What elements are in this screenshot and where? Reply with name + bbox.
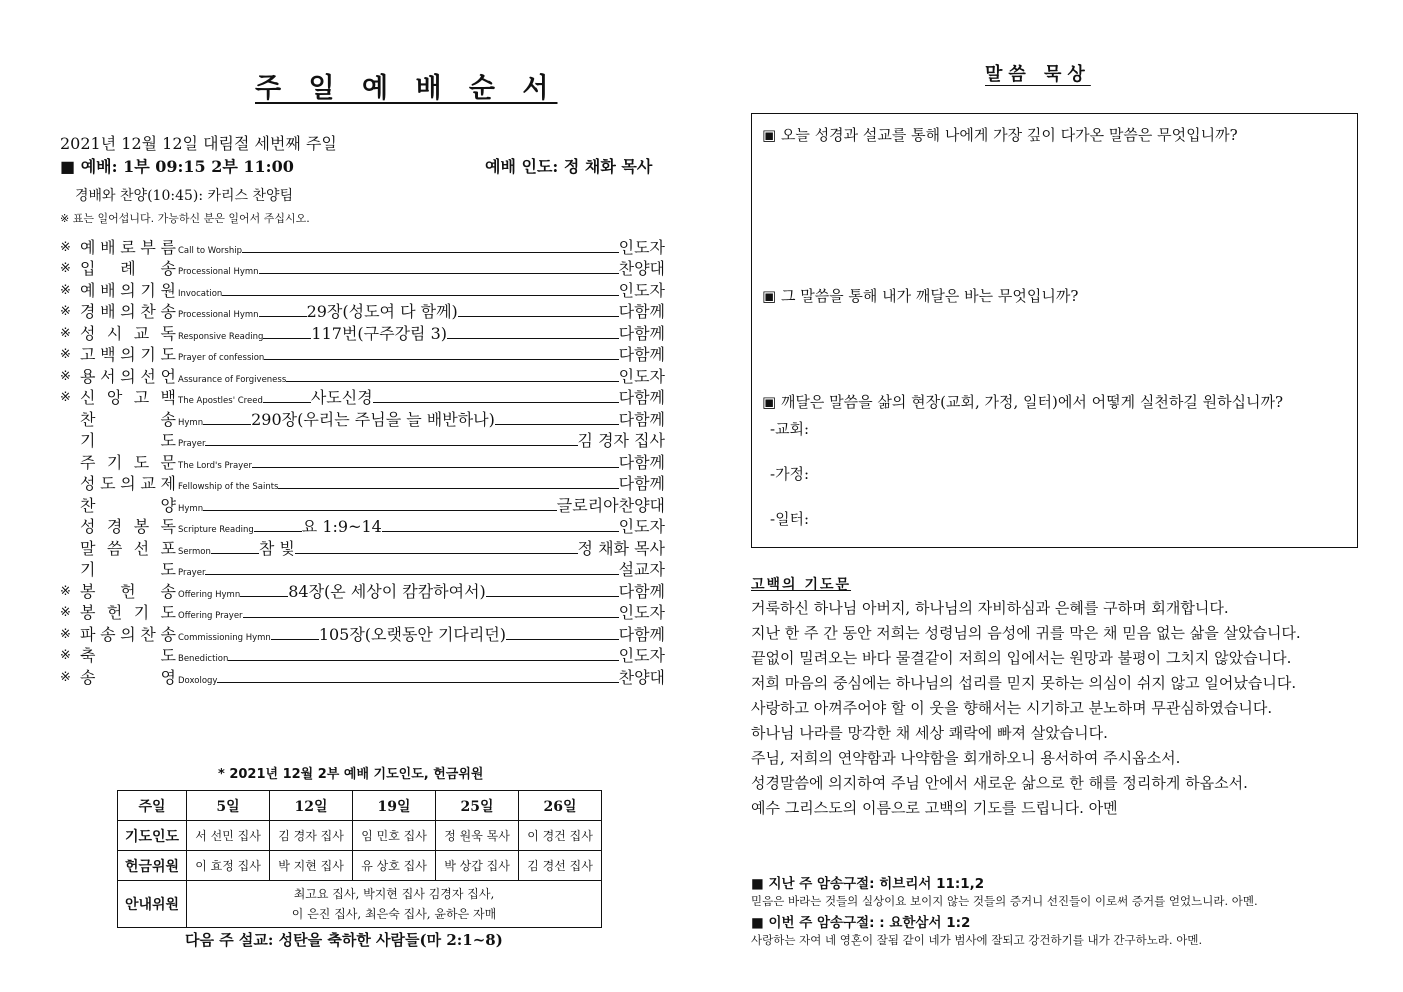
table-cell: 서 선민 집사 (187, 821, 270, 851)
order-item-name: 주 기 도 문 (80, 452, 176, 472)
order-item-person: 설교자 (618, 560, 665, 579)
date-line: 2021년 12월 12일 대림절 세번째 주일 (60, 134, 337, 153)
confession-line: 예수 그리스도의 이름으로 고백의 기도를 드립니다. 아멘 (751, 799, 1118, 817)
order-item (60, 451, 665, 473)
order-of-worship (60, 236, 665, 688)
prayer-offering-table (117, 790, 602, 928)
order-item-name: 성 도 의 교 제 (80, 474, 176, 493)
dotted-leader (211, 553, 259, 554)
order-item-english: Sermon (178, 546, 211, 557)
table-cell: 임 민호 집사 (353, 821, 436, 851)
table-header: 5일 (187, 791, 270, 821)
order-item (60, 322, 665, 344)
praise-line: 경배와 찬양(10:45): 카리스 찬양팀 (75, 188, 294, 204)
dotted-leader (278, 488, 618, 489)
order-item-english: Processional Hymn (178, 310, 259, 320)
order-item-person: 다함께 (618, 409, 665, 429)
dotted-leader (242, 252, 619, 253)
standing-mark: ※ (60, 368, 71, 384)
order-item-english: Prayer of confession (178, 353, 265, 363)
dotted-leader (495, 424, 619, 425)
next-sermon: 다음 주 설교: 성탄을 축하한 사람들(마 2:1~8) (185, 931, 503, 949)
order-item-name: 축 도 (80, 646, 176, 665)
order-item-person: 다함께 (618, 581, 665, 601)
confession-line: 거룩하신 하나님 아버지, 하나님의 자비하심과 은혜를 구하며 회개합니다. (751, 599, 1229, 617)
order-item (60, 258, 665, 280)
order-item-english: Prayer (178, 439, 206, 449)
order-item-detail: 29장(성도여 다 함께) (306, 302, 458, 321)
confession-line: 성경말씀에 의지하여 주님 안에서 새로운 삶으로 한 해를 정리하게 하옵소서. (751, 774, 1248, 792)
order-item-english: Benediction (178, 654, 229, 664)
standing-mark: ※ (60, 261, 71, 276)
order-item-person: 글로리아찬양대 (556, 495, 665, 515)
order-item-name: 파 송 의 찬 송 (80, 624, 176, 644)
order-item-name: 찬 송 (80, 409, 176, 429)
table-cell: 김 경선 집사 (519, 851, 602, 881)
order-item (60, 602, 665, 624)
order-item-english: Offering Hymn (178, 589, 241, 600)
worship-leader: 예배 인도: 정 채화 목사 (485, 157, 653, 176)
page-title: 주 일 예 배 순 서 (255, 73, 558, 104)
order-item-english: Fellowship of the Saints (178, 482, 279, 492)
order-item-english: Doxology (178, 675, 218, 686)
order-item-person: 다함께 (618, 323, 665, 343)
order-item-name: 봉 헌 송 (80, 581, 176, 601)
dotted-leader (252, 467, 619, 468)
table-header-row (118, 791, 602, 821)
confession-title: 고백의 기도문 (751, 577, 852, 593)
order-item-english: Call to Worship (178, 245, 242, 256)
standing-mark: ※ (60, 669, 71, 685)
order-item (60, 559, 665, 581)
order-item-name: 고 백 의 기 도 (80, 345, 176, 364)
order-item-english: Prayer (178, 568, 206, 578)
order-item-english: Hymn (178, 417, 204, 428)
order-item-detail: 84장(온 세상이 캄캄하여서) (288, 581, 486, 601)
table-corner: 주일 (118, 791, 187, 821)
table-row (118, 821, 602, 851)
order-item (60, 580, 665, 602)
order-item (60, 430, 665, 452)
dotted-leader (382, 531, 619, 532)
table-row (118, 881, 602, 928)
order-item (60, 365, 665, 387)
last-week-verse-text: 믿음은 바라는 것들의 실상이요 보이지 않는 것들의 증거니 선진들이 이로써 증거를 얻었느니라. 아멘. (751, 894, 1258, 908)
order-item-person: 인도자 (618, 280, 665, 300)
dotted-leader (254, 531, 302, 532)
answer-home-label: -가정: (770, 465, 810, 483)
confession-line: 지난 한 주 간 동안 저희는 성령님의 음성에 귀를 막은 채 믿음 없는 삶을 살았습니다. (751, 624, 1301, 642)
order-item (60, 473, 665, 495)
confession-prayer (751, 596, 1301, 821)
this-week-verse-text: 사랑하는 자여 네 영혼이 잘됨 같이 네가 범사에 잘되고 강건하기를 내가 간구하노라. 아멘. (751, 933, 1203, 947)
order-item (60, 666, 665, 688)
order-item-english: Commissioning Hymn (178, 632, 271, 643)
row-label-guides: 안내위원 (118, 881, 187, 928)
standing-mark: ※ (60, 605, 71, 620)
order-item-person: 인도자 (618, 603, 665, 622)
last-week-verse-heading: ■ 지난 주 암송구절: 히브리서 11:1,2 (751, 876, 985, 892)
standing-mark: ※ (60, 282, 71, 298)
order-item-name: 말 씀 선 포 (80, 538, 176, 558)
stand-note: ※ 표는 일어섭니다. 가능하신 분은 일어서 주십시오. (60, 212, 310, 225)
order-item-person: 다함께 (618, 624, 665, 644)
order-item-name: 봉 헌 기 도 (80, 603, 176, 622)
worship-times: ■ 예배: 1부 09:15 2부 11:00 (60, 157, 294, 176)
order-item-person: 다함께 (618, 474, 665, 493)
order-item-person: 인도자 (618, 517, 665, 536)
order-item-name: 기 도 (80, 560, 176, 579)
dotted-leader (263, 402, 311, 403)
standing-mark: ※ (60, 304, 71, 319)
order-item-detail: 117번(구주강림 3) (311, 323, 447, 343)
table-cell: 이 효정 집사 (187, 851, 270, 881)
order-item (60, 279, 665, 301)
order-item (60, 344, 665, 366)
order-item-person: 인도자 (618, 366, 665, 386)
order-item-english: Hymn (178, 503, 204, 514)
standing-mark: ※ (60, 648, 71, 663)
order-item-name: 경 배 의 찬 송 (80, 302, 176, 321)
order-item (60, 537, 665, 559)
order-item-english: The Apostles' Creed (178, 396, 263, 406)
dotted-leader (228, 660, 618, 661)
order-item (60, 408, 665, 430)
row-label-prayer: 기도인도 (118, 821, 187, 851)
order-item-name: 예 배 의 기 원 (80, 280, 176, 300)
order-item-name: 송 영 (80, 667, 176, 687)
guides-line: 이 은진 집사, 최은숙 집사, 윤하은 자매 (291, 907, 497, 921)
dotted-leader (217, 682, 618, 683)
dotted-leader (458, 316, 619, 317)
order-item-english: Responsive Reading (178, 331, 264, 342)
dotted-leader (271, 639, 319, 640)
order-item (60, 494, 665, 516)
order-item (60, 236, 665, 258)
order-item (60, 645, 665, 667)
dotted-leader (203, 424, 251, 425)
meditation-question-box (751, 113, 1358, 548)
order-item-person: 김 경자 집사 (577, 431, 665, 450)
confession-line: 주님, 저희의 연약함과 나약함을 회개하오니 용서하여 주시옵소서. (751, 749, 1181, 767)
dotted-leader (486, 596, 619, 597)
table-header: 12일 (270, 791, 353, 821)
dotted-leader (263, 338, 311, 339)
standing-mark: ※ (60, 325, 71, 341)
order-item-person: 다함께 (618, 452, 665, 472)
confession-line: 끝없이 밀려오는 바다 물결같이 저희의 입에서는 원망과 불평이 그치지 않았습니다. (751, 649, 1292, 667)
order-item-detail: 105장(오랫동안 기다리던) (318, 624, 507, 644)
meditation-title: 말씀 묵상 (985, 64, 1091, 85)
order-item-person: 인도자 (618, 646, 665, 665)
order-item-name: 신 앙 고 백 (80, 388, 176, 407)
order-item-english: The Lord's Prayer (178, 460, 252, 471)
order-item-name: 기 도 (80, 431, 176, 450)
confession-line: 하나님 나라를 망각한 채 세상 쾌락에 빠져 살았습니다. (751, 724, 1108, 742)
this-week-verse-heading: ■ 이번 주 암송구절: : 요한삼서 1:2 (751, 915, 971, 931)
answer-work-label: -일터: (770, 510, 810, 528)
standing-mark: ※ (60, 626, 71, 642)
table-header: 25일 (436, 791, 519, 821)
confession-line: 사랑하고 아껴주어야 할 이 웃을 향해서는 시기하고 분노하며 무관심하였습니다. (751, 699, 1273, 717)
question-1: ▣ 오늘 성경과 설교를 통해 나에게 가장 깊이 다가온 말씀은 무엇입니까? (762, 126, 1238, 144)
order-item-person: 인도자 (618, 237, 665, 257)
table-cell: 박 지현 집사 (270, 851, 353, 881)
order-item (60, 387, 665, 409)
question-3: ▣ 깨달은 말씀을 삶의 현장(교회, 가정, 일터)에서 어떻게 실천하길 원하십니까? (762, 393, 1284, 411)
order-item-detail: 290장(우리는 주님을 늘 배반하나) (251, 409, 495, 429)
dotted-leader (259, 316, 307, 317)
confession-line: 저희 마음의 중심에는 하나님의 섭리를 믿지 못하는 의심이 쉬지 않고 일어났습니다. (751, 674, 1297, 692)
order-item-detail: 참 빛 (258, 538, 295, 558)
order-item-english: Invocation (178, 288, 223, 299)
order-item (60, 301, 665, 323)
table-header: 26일 (519, 791, 602, 821)
dotted-leader (205, 445, 577, 446)
table-cell: 김 경자 집사 (270, 821, 353, 851)
dotted-leader (506, 639, 619, 640)
order-item-person: 찬양대 (618, 259, 665, 278)
order-item-name: 용 서 의 선 언 (80, 366, 176, 386)
table-caption: * 2021년 12월 2부 예배 기도인도, 헌금위원 (218, 767, 484, 782)
order-item-english: Processional Hymn (178, 267, 259, 277)
standing-mark: ※ (60, 583, 71, 599)
order-item-person: 다함께 (618, 345, 665, 364)
dotted-leader (373, 402, 619, 403)
row-label-offering: 헌금위원 (118, 851, 187, 881)
order-item-name: 찬 양 (80, 495, 176, 515)
answer-church-label: -교회: (770, 420, 810, 438)
table-row (118, 851, 602, 881)
table-cell: 박 상갑 집사 (436, 851, 519, 881)
order-item-person: 다함께 (618, 302, 665, 321)
dotted-leader (205, 574, 618, 575)
guides-line: 최고요 집사, 박지현 집사 김경자 집사, (293, 887, 495, 901)
standing-mark: ※ (60, 347, 71, 362)
order-item-name: 성 시 교 독 (80, 323, 176, 343)
dotted-leader (203, 510, 557, 511)
order-item-person: 다함께 (618, 388, 665, 407)
standing-mark: ※ (60, 239, 71, 255)
order-item-english: Assurance of Forgiveness (178, 374, 287, 385)
dotted-leader (264, 359, 618, 360)
table-cell: 유 상호 집사 (353, 851, 436, 881)
table-cell: 정 원욱 목사 (436, 821, 519, 851)
order-item-english: Offering Prayer (178, 611, 243, 621)
table-header: 19일 (353, 791, 436, 821)
order-item-detail: 요 1:9~14 (301, 517, 382, 536)
order-item-detail: 사도신경 (310, 388, 373, 407)
order-item-person: 찬양대 (618, 667, 665, 687)
question-2: ▣ 그 말씀을 통해 내가 깨달은 바는 무엇입니까? (762, 287, 1079, 305)
order-item-name: 입 례 송 (80, 259, 176, 278)
order-item-name: 예 배 로 부 름 (80, 237, 176, 257)
dotted-leader (259, 273, 619, 274)
guides-cell (187, 881, 602, 928)
order-item (60, 516, 665, 538)
dotted-leader (295, 553, 578, 554)
dotted-leader (447, 338, 619, 339)
standing-mark: ※ (60, 390, 71, 405)
dotted-leader (286, 381, 618, 382)
order-item-name: 성 경 봉 독 (80, 517, 176, 536)
dotted-leader (222, 295, 618, 296)
table-cell: 이 경건 집사 (519, 821, 602, 851)
order-item-english: Scripture Reading (178, 525, 254, 535)
dotted-leader (240, 596, 288, 597)
dotted-leader (243, 617, 619, 618)
order-item (60, 623, 665, 645)
order-item-person: 정 채화 목사 (577, 538, 665, 558)
